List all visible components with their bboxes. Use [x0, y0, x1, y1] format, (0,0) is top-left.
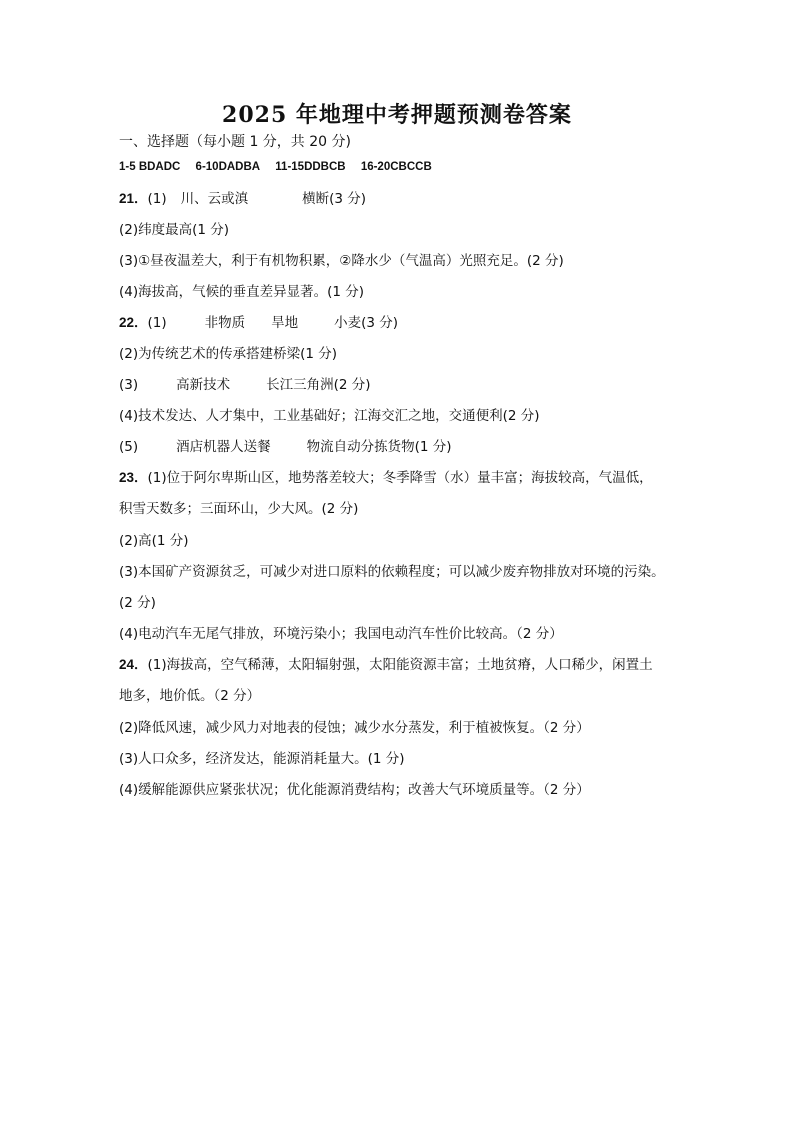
- q21-part1-answer-b: 横断(3 分): [302, 191, 367, 207]
- multiple-choice-answers: [119, 157, 444, 177]
- q21-part3: (3)①昼夜温差大，利于有机物积累，②降水少（气温高）光照充足。(2 分): [119, 253, 564, 269]
- q22-part1-label: (1): [147, 315, 167, 331]
- mc-answers-1-5: 1-5 BDADC: [119, 161, 181, 173]
- q21-number: 21．: [119, 191, 148, 206]
- section-heading: 一、选择题（每小题 1 分，共 20 分): [119, 134, 351, 150]
- q23-part4: (4)电动汽车无尾气排放，环境污染小；我国电动汽车性价比较高。（2 分）: [119, 626, 563, 642]
- q22-part3-answer-a: 高新技术: [176, 377, 231, 393]
- q22-part3-answer-b: 长江三角洲(2 分): [266, 377, 371, 393]
- q21-part4: (4)海拔高，气候的垂直差异显著。(1 分): [119, 284, 365, 300]
- q22-part4: (4)技术发达、人才集中，工业基础好；江海交汇之地，交通便利(2 分): [119, 408, 540, 424]
- q23-part1-text: (1)位于阿尔卑斯山区，地势落差较大；冬季降雪（水）量丰富；海拔较高，气温低，: [147, 470, 653, 486]
- mc-answers-11-15: 11-15DDBCB: [275, 161, 346, 173]
- q22-part3: [119, 375, 371, 395]
- q23-part1-line2: 积雪天数多；三面环山，少大风。(2 分): [119, 501, 359, 517]
- q21-part1: [119, 189, 366, 209]
- q22-part3-label: (3): [119, 377, 139, 393]
- q22-part5-answer-b: 物流自动分拣货物(1 分): [306, 439, 452, 455]
- q21-part2: (2)纬度最高(1 分): [119, 222, 230, 238]
- page-title: 2025 年地理中考押题预测卷答案: [222, 102, 572, 128]
- q23-part2: (2)高(1 分): [119, 533, 189, 549]
- q24-part4: (4)缓解能源供应紧张状况；优化能源消费结构；改善大气环境质量等。（2 分）: [119, 782, 590, 798]
- q22-part5-answer-a: 酒店机器人送餐: [176, 439, 271, 455]
- q24-part3: (3)人口众多，经济发达，能源消耗量大。(1 分): [119, 751, 405, 767]
- q21-part1-answer-a: 川、云或滇: [180, 191, 249, 207]
- q21-part1-label: (1): [147, 191, 167, 207]
- q22-part5: [119, 437, 452, 457]
- q23-number: 23．: [119, 470, 148, 485]
- q22-part1-answer-b: 旱地: [271, 315, 299, 331]
- q22-number: 22．: [119, 315, 148, 330]
- q24-part1-text: (1)海拔高，空气稀薄，太阳辐射强，太阳能资源丰富；土地贫瘠，人口稀少，闲置土: [147, 657, 653, 673]
- mc-answers-16-20: 16-20CBCCB: [360, 161, 432, 173]
- mc-answers-6-10: 6-10DADBA: [195, 161, 261, 173]
- q22-part2: (2)为传统艺术的传承搭建桥梁(1 分): [119, 346, 338, 362]
- q22-part1-answer-c: 小麦(3 分): [334, 315, 399, 331]
- q24-part1-line2: 地多，地价低。（2 分）: [119, 688, 261, 704]
- q23-part3-line2: (2 分): [119, 595, 156, 611]
- q24-part1-line1: [119, 655, 653, 675]
- q23-part1-line1: [119, 468, 653, 488]
- q22-part1: [119, 313, 398, 333]
- q22-part1-answer-a: 非物质: [204, 315, 246, 331]
- q23-part3-line1: (3)本国矿产资源贫乏，可减少对进口原料的依赖程度；可以减少废弃物排放对环境的污染。: [119, 564, 665, 580]
- q24-part2: (2)降低风速，减少风力对地表的侵蚀；减少水分蒸发，利于植被恢复。（2 分）: [119, 720, 590, 736]
- q24-number: 24．: [119, 657, 148, 672]
- q22-part5-label: (5): [119, 439, 139, 455]
